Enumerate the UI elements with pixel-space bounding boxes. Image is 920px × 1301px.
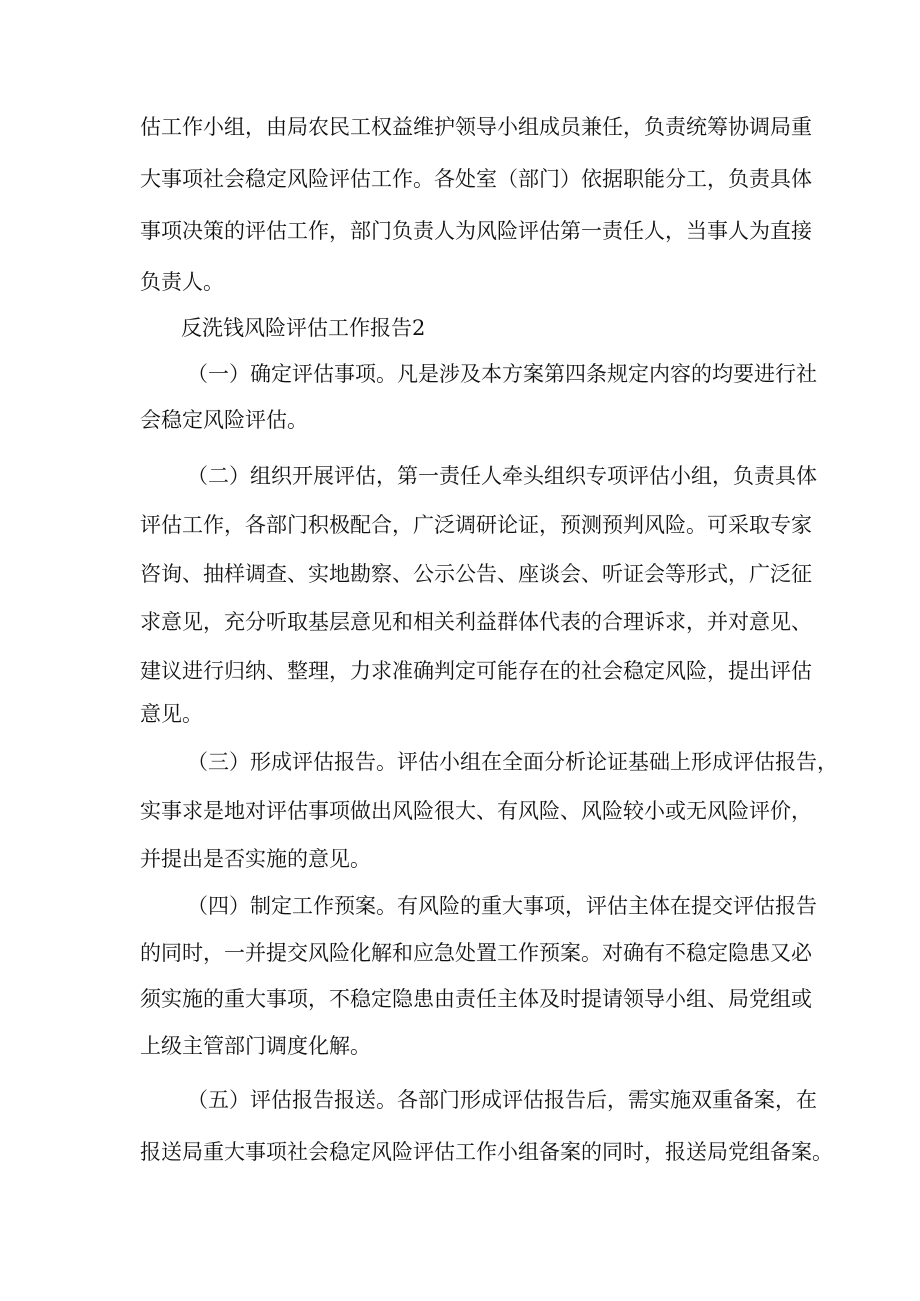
paragraph-line: 咨 询 、 抽 样 调 查 、 实 地 勘 察 、 公 示 公 告 、 座 谈 会 、 听 证 会 等 形 式 ， 广 泛 征 bbox=[140, 562, 812, 586]
paragraph-line: 评 估 工 作 ， 各 部 门 积 极 配 合 ， 广 泛 调 研 论 证 ， 预 测 预 判 风 险 。 可 采 取 专 家 bbox=[140, 513, 812, 537]
paragraph-line: 估 工 作 小 组 ， 由 局 农 民 工 权 益 维 护 领 导 小 组 成 员 兼 任 ， 负 责 统 筹 协 调 局 重 bbox=[140, 115, 812, 139]
paragraph-line: 会稳定风险评估。 bbox=[140, 408, 308, 432]
report-heading: 反洗钱风险评估工作报告2 bbox=[181, 316, 426, 340]
paragraph-line: （一）确定评估事项。凡是涉及本方案第四条规定内容的均要进行社 bbox=[187, 362, 817, 386]
paragraph-line: （二）组织开展评估，第一责任人牵头组织专项评估小组，负责具体 bbox=[187, 464, 817, 488]
paragraph-line: 意见。 bbox=[140, 702, 203, 726]
paragraph-line: 须 实 施 的 重 大 事 项 ， 不 稳 定 隐 患 由 责 任 主 体 及 时 提 请 领 导 小 组 、 局 党 组 或 bbox=[140, 987, 812, 1011]
paragraph-line: （五）评估报告报送。各部门形成评估报告后，需实施双重备案，在 bbox=[187, 1088, 817, 1112]
paragraph-line: 上级主管部门调度化解。 bbox=[140, 1034, 371, 1058]
paragraph-line: （四）制定工作预案。有风险的重大事项，评估主体在提交评估报告 bbox=[187, 894, 817, 918]
paragraph-line: 求 意 见 ， 充 分 听 取 基 层 意 见 和 相 关 利 益 群 体 代 表 的 合 理 诉 求 ， 并 对 意 见 、 bbox=[140, 610, 812, 634]
paragraph-line: 负责人。 bbox=[140, 270, 224, 294]
paragraph-line: 的 同 时 ， 一 并 提 交 风 险 化 解 和 应 急 处 置 工 作 预 案 。 对 确 有 不 稳 定 隐 患 又 必 bbox=[140, 941, 812, 965]
paragraph-line: 报 送 局 重 大 事 项 社 会 稳 定 风 险 评 估 工 作 小 组 备 案 的 同 时 ， 报 送 局 党 组 备 案 。 bbox=[140, 1140, 833, 1164]
paragraph-line: 大 事 项 社 会 稳 定 风 险 评 估 工 作 。 各 处 室 （ 部 门 ） 依 据 职 能 分 工 ， 负 责 具 体 bbox=[140, 167, 812, 191]
paragraph-line: 并提出是否实施的意见。 bbox=[140, 847, 371, 871]
paragraph-line: 实 事 求 是 地 对 评 估 事 项 做 出 风 险 很 大 、 有 风 险 、 风 险 较 小 或 无 风 险 评 价 ， bbox=[140, 799, 812, 823]
paragraph-line: 建 议 进 行 归 纳 、 整 理 ， 力 求 准 确 判 定 可 能 存 在 的 社 会 稳 定 风 险 ， 提 出 评 估 bbox=[140, 659, 812, 683]
paragraph-line: （三）形成评估报告。评估小组在全面分析论证基础上形成评估报告， bbox=[187, 750, 838, 774]
paragraph-line: 事 项 决 策 的 评 估 工 作 ， 部 门 负 责 人 为 风 险 评 估 第 一 责 任 人 ， 当 事 人 为 直 接 bbox=[140, 219, 812, 243]
